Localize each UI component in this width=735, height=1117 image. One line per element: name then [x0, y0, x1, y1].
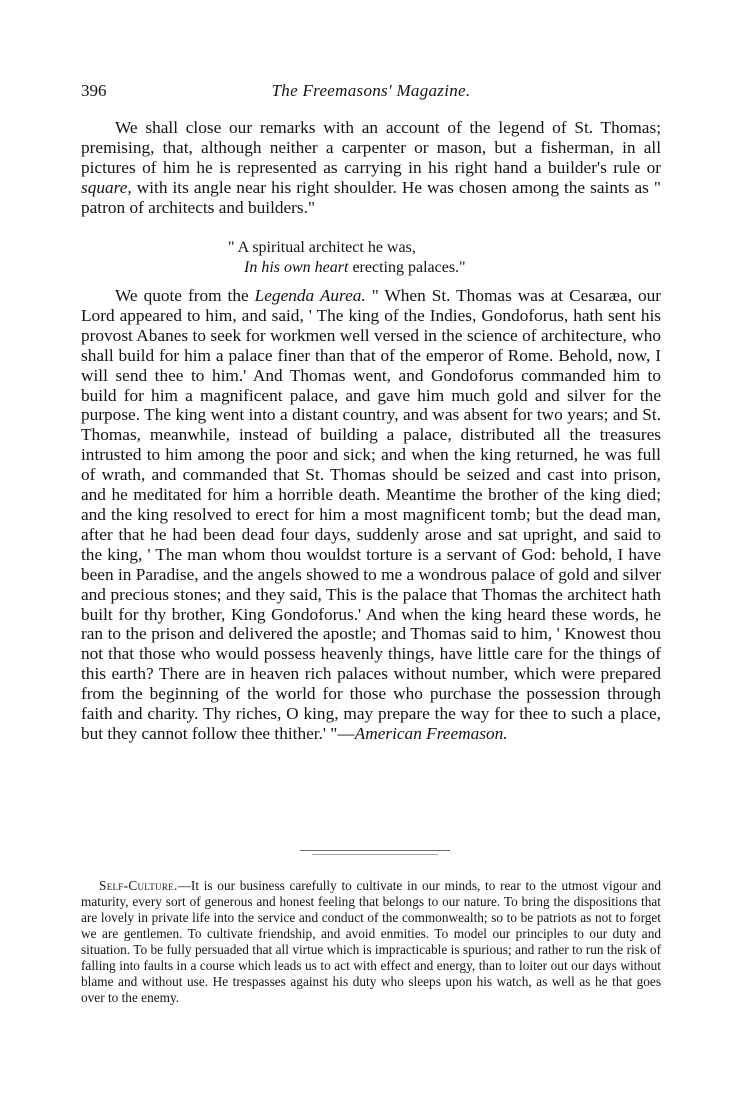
paragraph-legenda-aurea: [81, 286, 661, 744]
note-heading: Self-Culture.: [99, 878, 178, 893]
verse-line-2: [228, 258, 628, 278]
page-number: 396: [81, 81, 107, 100]
para2-body: " When St. Thomas was at Cesaræa, our Lord appeared to him, and said, ' The king of the Indies, Gondoforus, hath sent his provost Abanes to seek for workmen well versed in the science of architecture, who shall build for him a palace finer than that of the emperor of Rome. Behold, now, I will send thee to him.' And Thomas went, and Gondoforus commanded him to build for him a magnificent palace, and gave him much gold and silver for the purpose. The king went into a distant country, and was absent for two years; and St. Thomas, meanwhile, instead of building a palace, distributed all the treasures intrusted to him among the poor and sick; and when the king returned, he was full of wrath, and commanded that St. Thomas should be seized and cast into prison, and he meditated for him a horrible death. Meantime the brother of the king died; and the king resolved to erect for him a most magnificent tomb; but the dead man, after that he had been dead four days, suddenly arose and sat upright, and said to the king, ' The man whom thou wouldst torture is a servant of God: behold, I have been in Paradise, and the angels showed to me a wondrous palace of gold and silver and precious stones; and they said, This is the palace that Thomas the architect hath built for thy brother, King Gondoforus.' And when the king heard these words, he ran to the prison and delivered the apostle; and Thomas said to him, ' Knowest thou not that those who would possess heavenly things, have little care for the things of this earth? There are in heaven rich palaces without number, which were prepared from the beginning of the world for those who purchase the possession through faith and charity. Thy riches, O king, may prepare the way for thee to such a place, but they cannot follow thee thither.' "—: [81, 286, 661, 743]
para1-text: We shall close our remarks with an account of the legend of St. Thomas; premising, that, although neither a carpenter or mason, but a fisherman, in all pictures of him he is represented as carrying in his right hand a builder's rule or: [81, 118, 661, 177]
verse-line-2-end: erecting palaces.": [348, 258, 466, 276]
para2-source: American Freemason.: [354, 723, 508, 743]
verse-quote: [228, 238, 628, 277]
paragraph-st-thomas-intro: [81, 118, 661, 218]
para1-italic: square,: [81, 177, 132, 197]
verse-line-2-italic: In his own heart: [244, 258, 349, 276]
running-head: [81, 80, 661, 104]
verse-line-1: " A spiritual architect he was,: [228, 239, 416, 256]
para2-start: We quote from the: [115, 286, 255, 305]
para1-end: with its angle near his right shoulder. He was chosen among the saints as " patron of architects and builders.": [81, 177, 661, 217]
self-culture-note: [81, 878, 661, 1006]
section-divider: [300, 850, 450, 856]
para2-italic-title: Legenda Aurea.: [254, 286, 366, 305]
divider-rule-2: [312, 854, 438, 855]
divider-rule-1: [300, 850, 450, 851]
journal-title: The Freemasons' Magazine.: [271, 81, 471, 100]
note-text: —It is our business carefully to cultivate in our minds, to rear to the utmost vigour and maturity, every sort of generous and honest feeling that belongs to our nature. To bring the dispositions that are lovely in private life into the service and conduct of the commonwealth; so to be patriots as not to forget we are gentlemen. To cultivate friendship, and avoid enmities. To model our principles to our duty and situation. To be fully persuaded that all virtue which is impracticable is spurious; and rather to run the risk of falling into faults in a course which leads us to act with effect and energy, than to loiter out our days without blame and without use. He trespasses against his duty who sleeps upon his watch, as well as he that goes over to the enemy.: [81, 878, 661, 1006]
